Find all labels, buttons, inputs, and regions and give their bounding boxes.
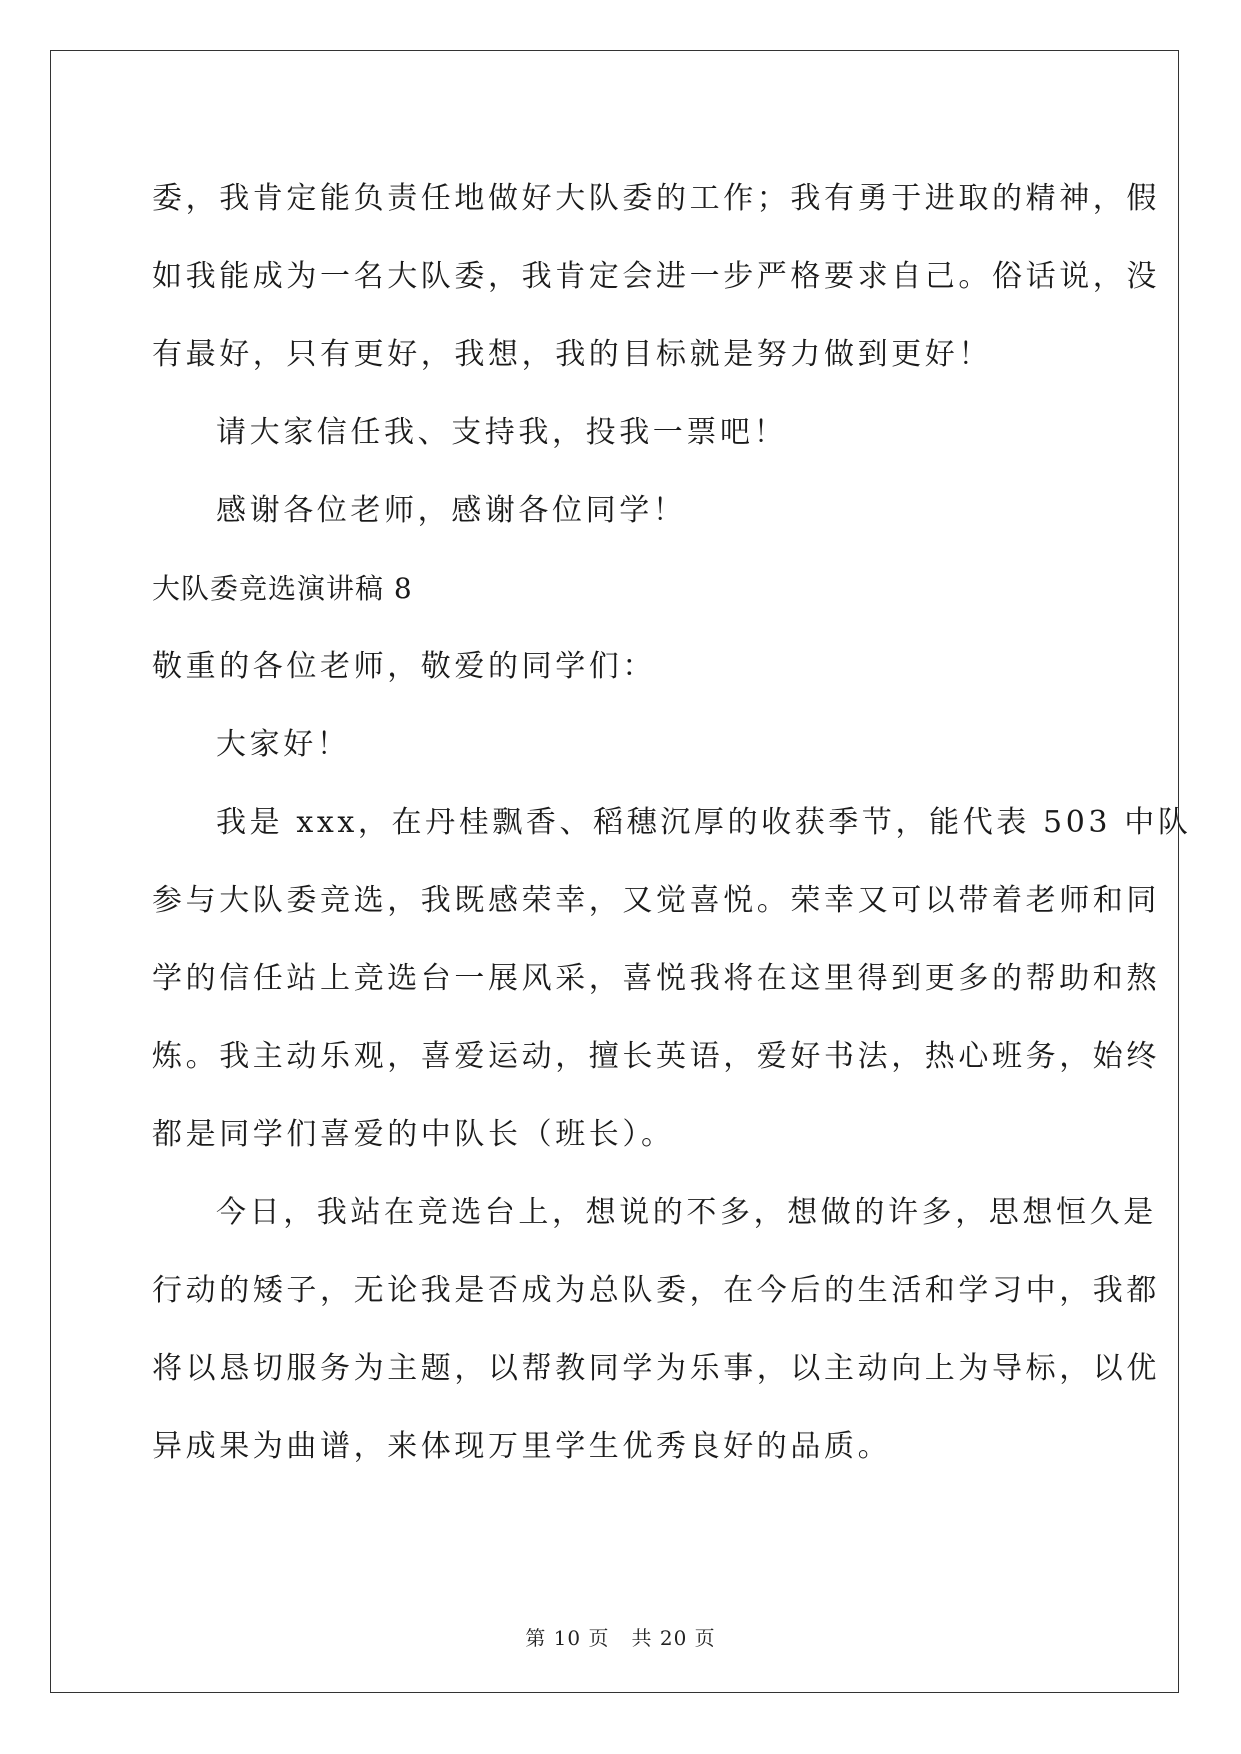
page-footer [0,1622,1241,1651]
paragraph-line: 炼。我主动乐观，喜爱运动，擅长英语，爱好书法，热心班务，始终 [152,1039,1160,1074]
paragraph-line: 委，我肯定能负责任地做好大队委的工作；我有勇于进取的精神，假 [152,181,1160,216]
paragraph-line: 如我能成为一名大队委，我肯定会进一步严格要求自己。俗话说，没 [152,259,1160,294]
paragraph-line: 参与大队委竞选，我既感荣幸，又觉喜悦。荣幸又可以带着老师和同 [152,883,1160,918]
paragraph-line: 今日，我站在竞选台上，想说的不多，想做的许多，思想恒久是 [216,1195,1157,1230]
paragraph-line: 有最好，只有更好，我想，我的目标就是努力做到更好！ [152,337,992,372]
paragraph-line: 异成果为曲谱，来体现万里学生优秀良好的品质。 [152,1429,892,1464]
page-total: 共 20 页 [631,1626,716,1650]
section-heading: 大队委竞选演讲稿 8 [152,572,413,605]
greeting: 大家好！ [216,727,351,762]
paragraph-line: 都是同学们喜爱的中队长（班长）。 [152,1117,675,1152]
document-body [152,160,1192,1486]
paragraph-line: 请大家信任我、支持我，投我一票吧！ [216,415,788,450]
paragraph-line: 感谢各位老师，感谢各位同学！ [216,493,687,528]
paragraph-line: 将以恳切服务为主题，以帮教同学为乐事，以主动向上为导标，以优 [152,1351,1160,1386]
paragraph-line: 学的信任站上竞选台一展风采，喜悦我将在这里得到更多的帮助和熬 [152,961,1160,996]
paragraph-line: 行动的矮子，无论我是否成为总队委，在今后的生活和学习中，我都 [152,1273,1160,1308]
salutation: 敬重的各位老师，敬爱的同学们： [152,649,656,684]
paragraph-line: 我是 xxx，在丹桂飘香、稻穗沉厚的收获季节，能代表 503 中队 [216,805,1192,840]
page-number: 第 10 页 [525,1626,610,1650]
